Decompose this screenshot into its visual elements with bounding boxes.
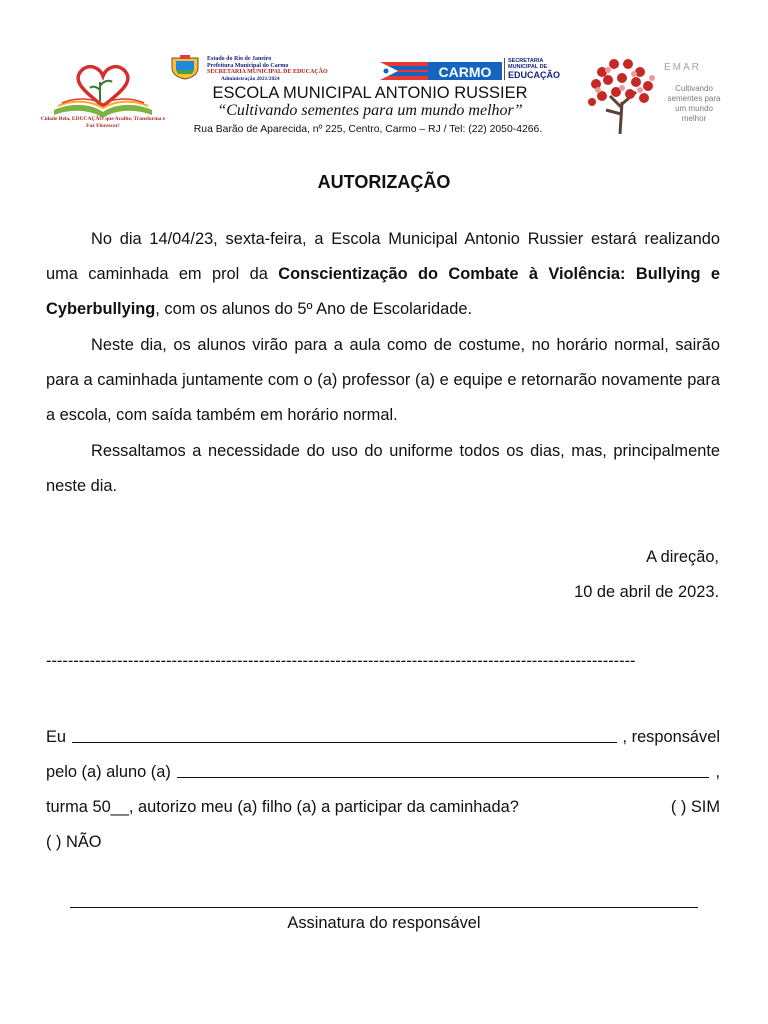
document-title: AUTORIZAÇÃO	[317, 172, 451, 192]
consent-question: turma 50__, autorizo meu (a) filho (a) a participar da caminhada?	[46, 798, 519, 816]
school-address: Rua Barão de Aparecida, nº 225, Centro, Carmo – RJ / Tel: (22) 2050-4266.	[193, 124, 543, 135]
student-name-field[interactable]	[177, 755, 710, 778]
cut-line-divider: ------------------------------------------------------------------------------------------------------------	[46, 652, 636, 670]
option-sim-checkbox[interactable]: ( ) SIM	[670, 798, 720, 816]
direction-signature	[574, 540, 719, 610]
government-header	[207, 56, 377, 82]
gov-administration: Administração 2021/2024	[221, 75, 280, 82]
carmo-text: CARMO	[438, 64, 492, 80]
sec-edu-line2: EDUCAÇÃO	[508, 70, 561, 80]
emar-subtitle: Cultivando sementes para um mundo melhor	[667, 84, 721, 123]
heart-tree-logo-icon	[582, 52, 660, 136]
student-name-row: pelo (a) aluno (a) ,	[46, 755, 720, 790]
carmo-logo	[380, 60, 502, 82]
municipal-crest-icon	[166, 54, 204, 80]
guardian-name-row: Eu , responsável	[46, 720, 720, 755]
guardian-name-field[interactable]	[72, 720, 616, 743]
gov-secretariat: SECRETARIA MUNICIPAL DE EDUCAÇÃO	[207, 69, 328, 75]
paragraph-schedule: Neste dia, os alunos virão para a aula como de costume, no horário normal, sairão para a caminhada juntamente com o (a) professor (a) e equipe e retornarão novamente para a escola, com saída também em horário normal.	[46, 336, 720, 424]
signature-line[interactable]	[70, 907, 698, 908]
secretariat-education-badge	[504, 58, 568, 80]
authorization-form	[46, 720, 720, 860]
option-nao-checkbox[interactable]: ( ) NÃO	[46, 833, 102, 851]
signature-label: Assinatura do responsável	[287, 914, 481, 932]
paragraph-uniform: Ressaltamos a necessidade do uso do uniforme todos os dias, mas, principalmente neste dia.	[46, 442, 720, 495]
sec-edu-line1: SECRETARIA MUNICIPAL DE	[508, 58, 548, 70]
direction-label: A direção,	[646, 548, 719, 566]
document-date: 10 de abril de 2023.	[574, 583, 719, 601]
gov-prefecture: Prefeitura Municipal do Carmo	[207, 62, 289, 69]
emar-title: EMAR	[664, 62, 701, 73]
school-name: ESCOLA MUNICIPAL ANTONIO RUSSIER	[212, 84, 528, 102]
school-motto: “Cultivando sementes para um mundo melhor”	[217, 102, 523, 119]
left-logo-caption: Cidade Bela, EDUCAÇÃO que Acolhe, Transforma e Faz Florescer!	[40, 116, 166, 129]
paragraph-event: No dia 14/04/23, sexta-feira, a Escola Municipal Antonio Russier estará realizando uma caminhada em prol da Conscientização do Combate à Violência: Bullying e Cyberbullying, com os alunos do 5º Ano de Escolaridade.	[46, 230, 720, 318]
gov-state: Estado do Rio de Janeiro	[207, 56, 272, 62]
event-theme: Conscientização do Combate à Violência: Bullying e Cyberbullying	[46, 265, 720, 318]
consent-question-row	[46, 790, 720, 825]
